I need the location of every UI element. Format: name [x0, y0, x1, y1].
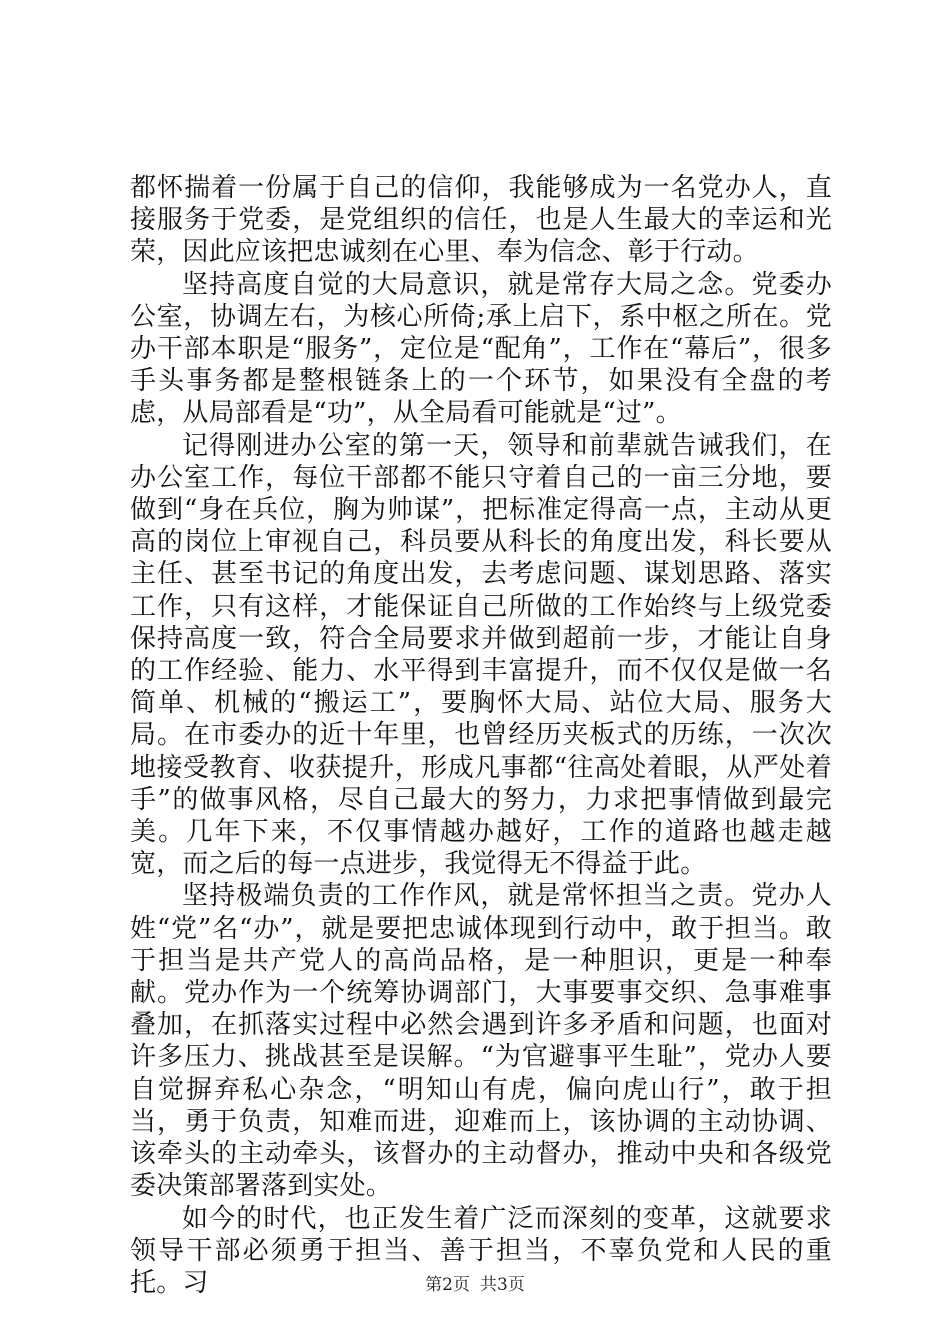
paragraph-5: 如今的时代，也正发生着广泛而深刻的变革，这就要求领导干部必须勇于担当、善于担当，不辜负党和人民的重托。习 [130, 1203, 832, 1298]
paragraph-4: 坚持极端负责的工作作风，就是常怀担当之责。党办人姓“党”名“办”，就是要把忠诚体现到行动中，敢于担当。敢于担当是共产党人的高尚品格，是一种胆识，更是一种奉献。党办作为一个统筹协调部门，大事要事交织、急事难事叠加，在抓落实过程中必然会遇到许多矛盾和问题，也面对许多压力、挑战甚至是误解。“为官避事平生耻”，党办人要自觉摒弃私心杂念，“明知山有虎，偏向虎山行”，敢于担当，勇于负责，知难而进，迎难而上，该协调的主动协调、该牵头的主动牵头，该督办的主动督办，推动中央和各级党委决策部署落到实处。 [130, 881, 832, 1202]
paragraph-2: 坚持高度自觉的大局意识，就是常存大局之念。党委办公室，协调左右，为核心所倚;承上启下，系中枢之所在。党办干部本职是“服务”，定位是“配角”，工作在“幕后”，很多手头事务都是整根链条上的一个环节，如果没有全盘的考虑，从局部看是“功”，从全局看可能就是“过”。 [130, 269, 832, 429]
document-body [130, 172, 832, 1299]
paragraph-1: 都怀揣着一份属于自己的信仰，我能够成为一名党办人，直接服务于党委，是党组织的信任，也是人生最大的幸运和光荣，因此应该把忠诚刻在心里、奉为信念、彰于行动。 [130, 173, 832, 268]
page-total: 共3页 [480, 1275, 525, 1295]
page-footer [0, 1274, 950, 1296]
paragraph-3: 记得刚进办公室的第一天，领导和前辈就告诫我们，在办公室工作，每位干部都不能只守着自己的一亩三分地，要做到“身在兵位，胸为帅谋”，把标准定得高一点，主动从更高的岗位上审视自己，科员要从科长的角度出发，科长要从主任、甚至书记的角度出发，去考虑问题、谋划思路、落实工作，只有这样，才能保证自己所做的工作始终与上级党委保持高度一致，符合全局要求并做到超前一步，才能让自身的工作经验、能力、水平得到丰富提升，而不仅仅是做一名简单、机械的“搬运工”，要胸怀大局、站位大局、服务大局。在市委办的近十年里，也曾经历夹板式的历练，一次次地接受教育、收获提升，形成凡事都“往高处着眼，从严处着手”的做事风格，尽自己最大的努力，力求把事情做到最完美。几年下来，不仅事情越办越好，工作的道路也越走越宽，而之后的每一点进步，我觉得无不得益于此。 [130, 430, 832, 880]
page-number: 第2页 [425, 1275, 470, 1295]
